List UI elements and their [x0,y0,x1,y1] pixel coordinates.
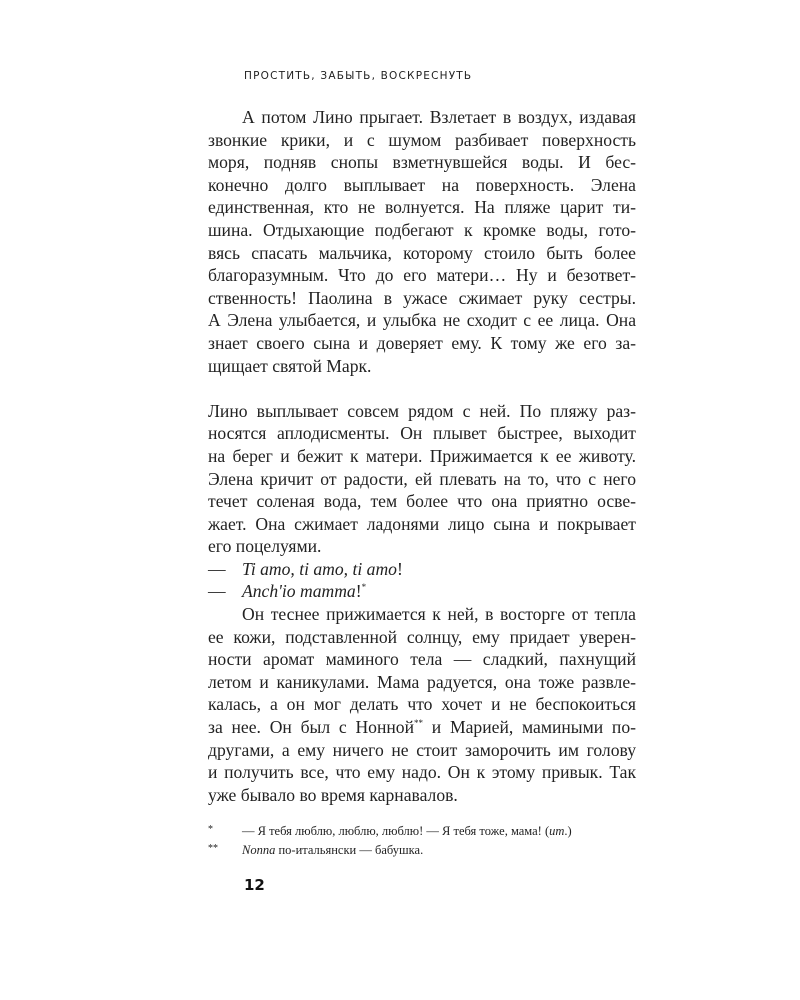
text-line: шина. Отдыхающие подбегают к кромке воды, гото- [208,219,636,240]
text-line: на берег и бежит к матери. Прижимается к ее животу. [208,445,636,466]
footnotes [208,821,648,859]
text-line: носятся аплодисменты. Он плывет быстрее, выходит [208,423,636,444]
text-segment: и Марией, мамиными по- [423,717,636,738]
text-line: щищает святой Марк. [208,355,372,376]
page-number: 12 [244,876,265,894]
footnote-italic: ит [549,824,565,838]
dialogue-punct: ! [396,558,403,579]
footnote-text: по-итальянски — бабушка. [275,843,424,857]
text-line: моря, подняв снопы взметнувшейся воды. И бес- [208,152,636,173]
text-line: и получить все, что ему надо. Он к этому привык. Так [208,762,636,783]
dialogue-line [208,558,636,581]
running-head: ПРОСТИТЬ, ЗАБЫТЬ, ВОСКРЕСНУТЬ [244,70,473,82]
text-line: конечно долго выплывает на поверхность. Элена [208,174,636,195]
dialogue-dash: — [208,558,226,579]
text-line: ее кожи, подставленной солнцу, ему придает уверен- [208,626,636,647]
dialogue-punct: ! [355,581,362,602]
text-line: звонкие крики, и с шумом разбивает поверхность [208,129,636,150]
footnote-ref: ** [414,718,424,729]
text-segment: за нее. Он был с Нонной [208,717,415,738]
text-line: вясь спасать мальчика, которому стоило быть более [208,242,636,263]
text-line: А Элена улыбается, и улыбка не сходит с ее лица. Она [208,310,636,331]
text-line: летом и каникулами. Мама радуется, она тоже развле- [208,671,636,692]
dialogue-dash: — [208,581,226,602]
footnote-italic: Nonna [242,843,276,857]
text-line: знает своего сына и доверяет ему. К тому же его за- [208,332,636,353]
section-break [208,377,636,400]
dialogue-italic: Anch'io mamma [242,581,356,602]
text-line: уже бывало во время карнавалов. [208,784,458,805]
text-line [208,716,636,739]
footnote-text: — Я тебя люблю, люблю, люблю! — Я тебя тоже, мама! ( [242,824,550,838]
text-line: Элена кричит от радости, ей плевать на то, что с него [208,468,636,489]
text-line: жает. Она сжимает ладонями лицо сына и покрывает [208,513,636,534]
text-line: другами, а ему ничего не стоит заморочить им голову [208,739,636,760]
dialogue-italic: Ti amo, ti amo, ti amo [242,558,397,579]
footnote-1 [208,821,648,840]
footnote-text: .) [564,824,572,838]
text-line: ности аромат маминого тела — сладкий, пахнущий [208,649,636,670]
footnote-2 [208,840,648,859]
text-line: Лино выплывает совсем рядом с ней. По пляжу раз- [208,400,636,421]
text-line: калась, а он мог делать что хочет и не беспокоиться [208,694,636,715]
text-line: ственность! Паолина в ужасе сжимает руку сестры. [208,287,636,308]
text-line: А потом Лино прыгает. Взлетает в воздух, издавая [242,107,636,127]
text-line: его поцелуями. [208,536,322,557]
text-line: течет соленая вода, тем более что она приятно осве- [208,491,636,512]
body-text [208,106,636,806]
footnote-mark: * [208,824,213,835]
text-line: единственная, кто не волнуется. На пляже царит ти- [208,197,636,218]
text-line: Он теснее прижимается к ней, в восторге от тепла [242,604,636,625]
text-line: благоразумным. Что до его матери… Ну и безответ- [208,265,636,286]
footnote-ref: * [361,582,367,593]
dialogue-line [208,580,636,603]
footnote-mark: ** [208,843,218,854]
